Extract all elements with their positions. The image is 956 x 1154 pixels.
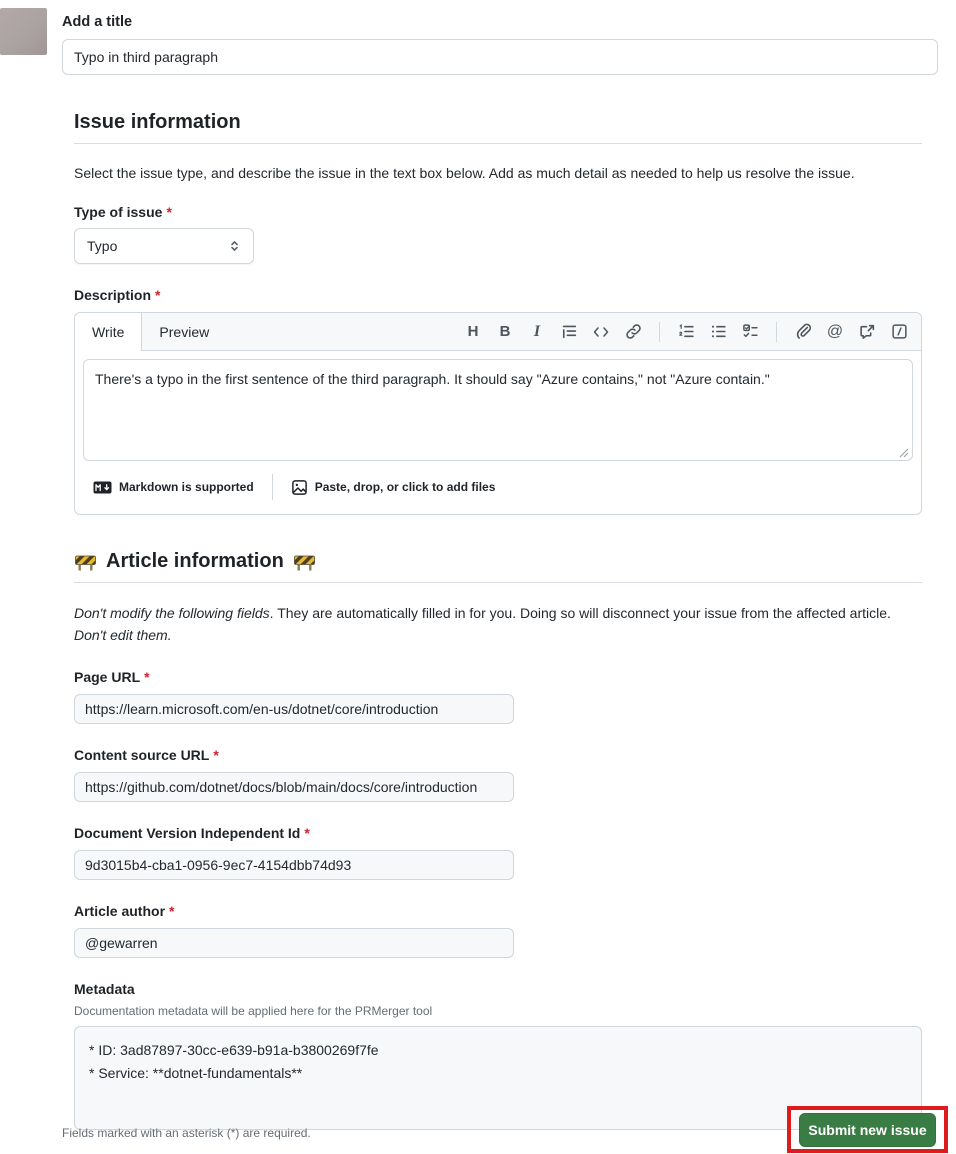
- article-information-heading-text: Article information: [106, 550, 284, 572]
- issue-intro-text: Select the issue type, and describe the issue in the text box below. Add as much detail as needed to help us resolve the issue.: [74, 165, 855, 181]
- warning-italic-lead: Don't modify the following fields: [74, 605, 270, 621]
- content-source-url-input[interactable]: [74, 772, 514, 802]
- page-url-label: [74, 669, 922, 685]
- select-chevron-icon: [228, 239, 241, 253]
- annotation-highlight-box: [787, 1106, 948, 1153]
- code-icon[interactable]: [587, 318, 615, 346]
- required-asterisk: *: [144, 669, 150, 686]
- issue-title-input[interactable]: [62, 39, 938, 75]
- construction-emoji-icon: [74, 552, 97, 572]
- title-block: [62, 0, 938, 75]
- cross-reference-icon[interactable]: [853, 318, 881, 346]
- title-label: Add a title: [62, 14, 133, 30]
- editor-header: [75, 313, 921, 351]
- link-icon[interactable]: [619, 318, 647, 346]
- heading-icon[interactable]: H: [459, 318, 487, 346]
- article-author-field: [74, 903, 922, 958]
- tab-preview[interactable]: Preview: [159, 323, 210, 340]
- avatar: [0, 8, 47, 55]
- markdown-editor: [74, 312, 922, 515]
- submit-new-issue-button[interactable]: Submit new issue: [799, 1113, 936, 1147]
- toolbar-divider: [659, 322, 660, 342]
- document-version-id-label-text: Document Version Independent Id: [74, 825, 301, 842]
- tab-write[interactable]: Write: [75, 313, 142, 351]
- bold-icon[interactable]: B: [491, 318, 519, 346]
- description-textarea-wrap: [83, 359, 913, 464]
- editor-toolbar: [455, 313, 921, 350]
- article-author-label: [74, 903, 922, 919]
- document-version-id-input[interactable]: [74, 850, 514, 880]
- markdown-icon: [93, 481, 112, 494]
- document-version-id-field: [74, 825, 922, 880]
- image-icon: [291, 479, 308, 496]
- article-information-heading: [74, 550, 922, 583]
- type-of-issue-label: [74, 204, 922, 220]
- markdown-supported-link[interactable]: [93, 480, 254, 494]
- footer-divider: [272, 474, 273, 500]
- construction-emoji-icon: [293, 552, 316, 572]
- content-source-url-label-text: Content source URL: [74, 747, 210, 764]
- markdown-hint-text: Markdown is supported: [119, 480, 254, 494]
- toolbar-divider: [776, 322, 777, 342]
- description-label-text: Description: [74, 287, 152, 303]
- article-author-label-text: Article author: [74, 903, 166, 920]
- editor-footer: [83, 470, 913, 506]
- mention-icon[interactable]: @: [821, 318, 849, 346]
- paste-hint-text: Paste, drop, or click to add files: [314, 480, 496, 494]
- warning-italic-tail: Don't edit them.: [74, 626, 172, 643]
- type-of-issue-value: Typo: [87, 238, 118, 254]
- editor-body: [75, 351, 921, 514]
- quote-icon[interactable]: [555, 318, 583, 346]
- page-url-label-text: Page URL: [74, 669, 141, 686]
- numbered-list-icon[interactable]: [672, 318, 700, 346]
- required-asterisk: *: [213, 747, 219, 764]
- warning-middle: . They are automatically filled in for you. Doing so will disconnect your issue from the affected article.: [269, 605, 891, 621]
- required-note: Fields marked with an asterisk (*) are required.: [62, 1126, 311, 1140]
- type-of-issue-select[interactable]: [74, 228, 254, 264]
- page-url-input[interactable]: [74, 694, 514, 724]
- italic-icon[interactable]: I: [523, 318, 551, 346]
- page-url-field: [74, 669, 922, 724]
- attach-file-icon[interactable]: [789, 318, 817, 346]
- article-author-input[interactable]: [74, 928, 514, 958]
- content-source-url-field: [74, 747, 922, 802]
- document-version-id-label: [74, 825, 922, 841]
- required-asterisk: *: [169, 903, 175, 920]
- form-content: [74, 111, 922, 1133]
- bullet-list-icon[interactable]: [704, 318, 732, 346]
- required-asterisk: *: [304, 825, 310, 842]
- file-upload-link[interactable]: [291, 479, 496, 496]
- resize-handle-icon[interactable]: [899, 448, 909, 458]
- description-label: [74, 287, 922, 303]
- metadata-label: Metadata: [74, 981, 135, 998]
- metadata-help-text: Documentation metadata will be applied here for the PRMerger tool: [74, 1004, 433, 1019]
- article-warning-text: [74, 603, 922, 646]
- saved-replies-icon[interactable]: [885, 318, 913, 346]
- type-of-issue-label-text: Type of issue: [74, 204, 163, 220]
- required-asterisk: *: [155, 287, 161, 303]
- description-textarea[interactable]: [83, 359, 913, 461]
- task-list-icon[interactable]: [736, 318, 764, 346]
- content-source-url-label: [74, 747, 922, 763]
- issue-information-heading: Issue information: [74, 111, 922, 144]
- required-asterisk: *: [166, 204, 172, 220]
